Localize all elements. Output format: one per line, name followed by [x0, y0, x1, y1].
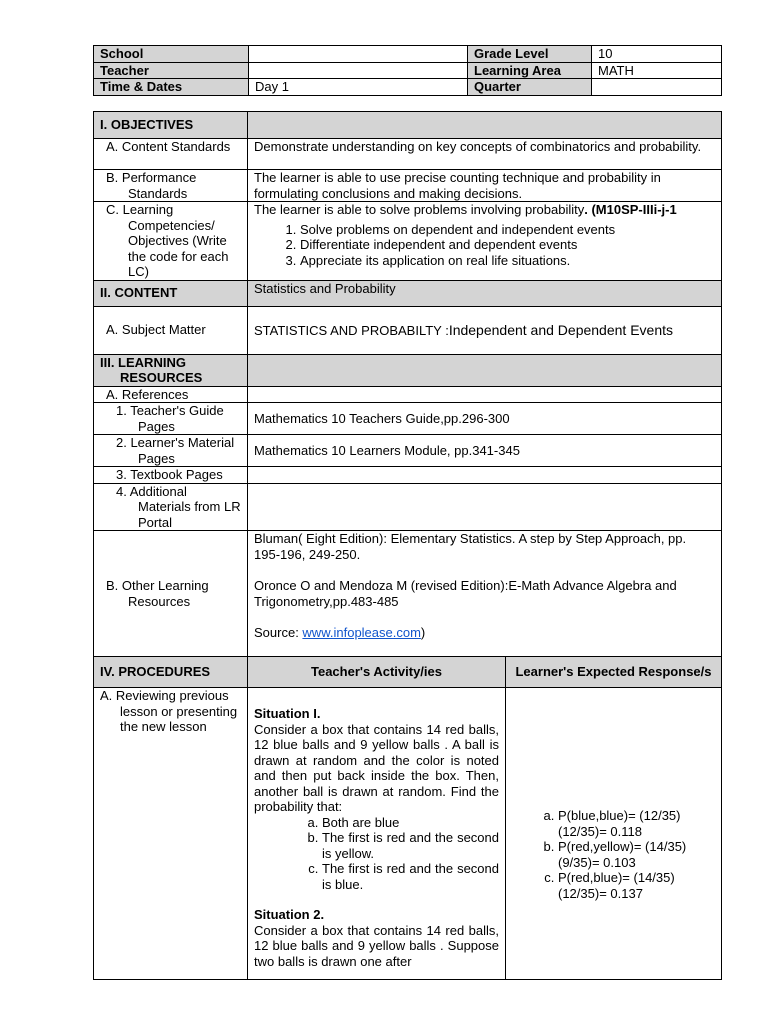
other-resources-label: B. Other Learning Resources — [94, 531, 248, 657]
competency-code: . (M10SP-IIIi-j-1 — [584, 202, 677, 217]
source-line — [254, 625, 715, 641]
competency-item: 2. Differentiate independent and dependent events — [300, 237, 715, 253]
header-table — [93, 45, 722, 96]
learning-resources-fill — [248, 354, 722, 386]
time-dates-label: Time & Dates — [94, 79, 249, 96]
learners-material-label: 2. Learner's Material Pages — [94, 435, 248, 467]
procedures-heading: IV. PROCEDURES — [94, 657, 248, 688]
additional-materials-value — [248, 483, 722, 531]
situation-1-item: a. Both are blue — [322, 815, 499, 831]
teacher-activity-header: Teacher's Activity/ies — [248, 657, 506, 688]
situation-1-item: c. The first is red and the second is blue. — [322, 861, 499, 892]
textbook-pages-value — [248, 467, 722, 484]
grade-level-label: Grade Level — [468, 46, 592, 63]
school-label: School — [94, 46, 249, 63]
subject-matter-value — [248, 306, 722, 354]
learner-response-cell — [506, 688, 722, 980]
quarter-label: Quarter — [468, 79, 592, 96]
response-list — [512, 808, 715, 901]
performance-standards-value: The learner is able to use precise counting technique and probability in formulating conclusions and making decisions. — [248, 170, 722, 202]
additional-materials-label: 4. Additional Materials from LR Portal — [94, 483, 248, 531]
competency-item: 1. Solve problems on dependent and independent events — [300, 222, 715, 238]
grade-level-value: 10 — [592, 46, 722, 63]
content-heading: II. CONTENT — [94, 280, 248, 306]
learning-area-value: MATH — [592, 62, 722, 79]
response-item: a. P(blue,blue)= (12/35) (12/35)= 0.118 — [558, 808, 703, 839]
content-standards-value: Demonstrate understanding on key concepts of combinatorics and probability. — [248, 139, 722, 170]
time-dates-value: Day 1 — [249, 79, 468, 96]
other-reference-2: Oronce O and Mendoza M (revised Edition):E-Math Advance Algebra and Trigonometry,pp.483-485 — [254, 578, 677, 609]
teacher-value — [249, 62, 468, 79]
response-item: b. P(red,yellow)= (14/35) (9/35)= 0.103 — [558, 839, 703, 870]
references-label: A. References — [94, 386, 248, 403]
teachers-guide-value: Mathematics 10 Teachers Guide,pp.296-300 — [248, 403, 722, 435]
source-label: Source: — [254, 625, 303, 640]
situation-2-text: Consider a box that contains 14 red balls, 12 blue balls and 9 yellow balls . Suppose two balls is drawn one after — [254, 922, 499, 969]
other-resources-value — [248, 531, 722, 657]
content-value: Statistics and Probability — [248, 280, 722, 306]
review-lesson-label: A. Reviewing previous lesson or presenting the new lesson — [94, 688, 248, 980]
source-link[interactable]: www.infoplease.com — [302, 625, 421, 640]
learning-competencies-label: C. Learning Competencies/ Objectives (Write the code for each LC) — [94, 202, 248, 281]
textbook-pages-label: 3. Textbook Pages — [94, 467, 248, 484]
learning-area-label: Learning Area — [468, 62, 592, 79]
performance-standards-label: B. Performance Standards — [94, 170, 248, 202]
quarter-value — [592, 79, 722, 96]
subject-matter-label: A. Subject Matter — [94, 306, 248, 354]
learning-resources-heading: III. LEARNING RESOURCES — [94, 354, 248, 386]
competency-intro: The learner is able to solve problems involving probability — [254, 202, 585, 217]
situation-1-list — [254, 815, 499, 893]
learning-competencies-value — [248, 202, 722, 281]
teacher-activity-cell — [248, 688, 506, 980]
situation-1-item: b. The first is red and the second is yellow. — [322, 830, 499, 861]
content-standards-label: A. Content Standards — [94, 139, 248, 170]
response-item: c. P(red,blue)= (14/35) (12/35)= 0.137 — [558, 870, 703, 901]
objectives-heading: I. OBJECTIVES — [94, 112, 248, 139]
situation-1-text: Consider a box that contains 14 red balls, 12 blue balls and 9 yellow balls . A ball is drawn at random and the color is noted and then put back inside the box. Then, another ball is drawn at random. Find the probability that: — [254, 721, 499, 814]
objectives-heading-fill — [248, 112, 722, 139]
learners-material-value: Mathematics 10 Learners Module, pp.341-345 — [248, 435, 722, 467]
school-value — [249, 46, 468, 63]
situation-1-title: Situation I. — [254, 706, 321, 721]
lesson-plan-table — [93, 111, 722, 980]
competency-list — [254, 222, 715, 269]
references-value — [248, 386, 722, 403]
other-reference-1: Bluman( Eight Edition): Elementary Statistics. A step by Step Approach, pp. 195-196, 249-250. — [254, 531, 687, 562]
teachers-guide-label: 1. Teacher's Guide Pages — [94, 403, 248, 435]
subject-matter-topic: STATISTICS AND PROBABILTY : — [254, 322, 449, 338]
source-close: ) — [420, 625, 426, 640]
competency-item: 3. Appreciate its application on real life situations. — [300, 253, 715, 269]
situation-2-title: Situation 2. — [254, 907, 325, 922]
learner-response-header: Learner's Expected Response/s — [506, 657, 722, 688]
subject-matter-subtopic: Independent and Dependent Events — [448, 321, 673, 338]
teacher-label: Teacher — [94, 62, 249, 79]
